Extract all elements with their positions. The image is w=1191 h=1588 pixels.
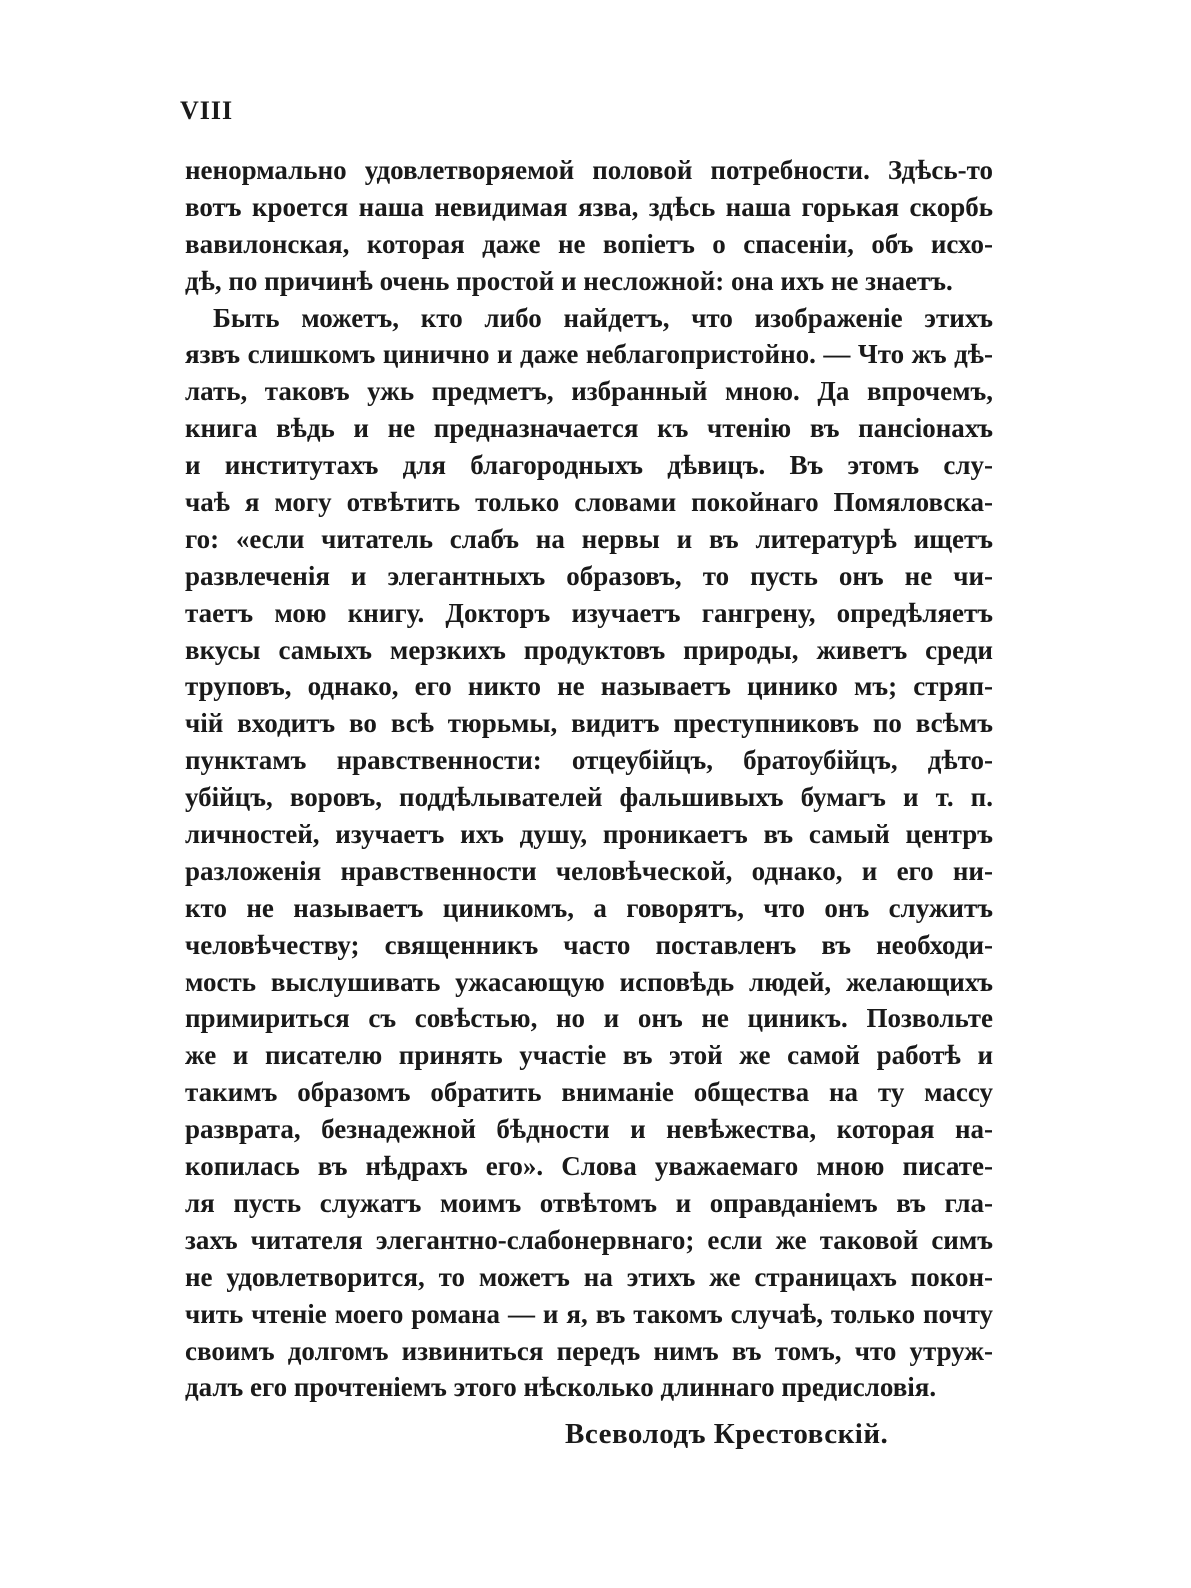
text-line: своимъ долгомъ извиниться передъ нимъ въ томъ, что утруж- xyxy=(185,1335,993,1366)
text-line: лать, таковъ ужь предметъ, избранный мною. Да впрочемъ, xyxy=(185,376,993,407)
text-line: язвъ слишкомъ цинично и даже неблагопристойно. — Что жъ дѣ- xyxy=(185,339,993,370)
text-line: убійцъ, воровъ, поддѣлывателей фальшивыхъ бумагъ и т. п. xyxy=(185,782,993,813)
text-line: кто не называетъ циникомъ, а говорятъ, что онъ служитъ xyxy=(185,892,993,923)
text-line: книга вѣдь и не предназначается къ чтенію въ пансіонахъ xyxy=(185,413,993,444)
text-line: копилась въ нѣдрахъ его». Слова уважаемаго мною писате- xyxy=(185,1151,993,1182)
text-line: Быть можетъ, кто либо найдетъ, что изображеніе этихъ xyxy=(213,302,993,333)
text-line: чій входитъ во всѣ тюрьмы, видитъ преступниковъ по всѣмъ xyxy=(185,708,993,739)
text-line: чить чтеніе моего романа — и я, въ такомъ случаѣ, только почту xyxy=(185,1298,993,1329)
text-line: захъ читателя элегантно-слабонервнаго; если же таковой симъ xyxy=(185,1224,993,1255)
text-line: разложенія нравственности человѣческой, однако, и его ни- xyxy=(185,855,993,886)
text-line: такимъ образомъ обратить вниманіе общества на ту массу xyxy=(185,1077,993,1108)
text-line: далъ его прочтеніемъ этого нѣсколько длиннаго предисловія. xyxy=(185,1372,937,1403)
text-line: не удовлетворится, то можетъ на этихъ же страницахъ покон- xyxy=(185,1261,993,1292)
text-line: дѣ, по причинѣ очень простой и несложной: она ихъ не знаетъ. xyxy=(185,265,953,296)
text-line: же и писателю принять участіе въ этой же самой работѣ и xyxy=(185,1040,993,1071)
text-line: развлеченія и элегантныхъ образовъ, то пусть онъ не чи- xyxy=(185,560,993,591)
text-line: ненормально удовлетворяемой половой потребности. Здѣсь-то xyxy=(185,155,993,185)
author-signature: Всеволодъ Крестовскій. xyxy=(565,1418,889,1450)
text-line: ля пусть служатъ моимъ отвѣтомъ и оправданіемъ въ гла- xyxy=(185,1187,993,1218)
text-line: мость выслушивать ужасающую исповѣдь людей, желающихъ xyxy=(185,966,993,997)
text-line: и институтахъ для благородныхъ дѣвицъ. Въ этомъ слу- xyxy=(185,450,993,481)
text-line: пунктамъ нравственности: отцеубійцъ, братоубійцъ, дѣто- xyxy=(185,745,993,776)
text-line: труповъ, однако, его никто не называетъ цинико мъ; стряп- xyxy=(185,671,993,702)
body-text xyxy=(185,152,993,1406)
page-number: VIII xyxy=(180,96,234,125)
text-line: вавилонская, которая даже не вопіетъ о спасеніи, объ исхо- xyxy=(185,228,993,259)
text-line: человѣчеству; священникъ часто поставленъ въ необходи- xyxy=(185,929,993,960)
text-line: вкусы самыхъ мерзкихъ продуктовъ природы, живетъ среди xyxy=(185,634,993,665)
text-line: примириться съ совѣстью, но и онъ не циникъ. Позвольте xyxy=(185,1003,993,1034)
text-line: вотъ кроется наша невидимая язва, здѣсь наша горькая скорбь xyxy=(185,191,993,222)
text-line: чаѣ я могу отвѣтить только словами покойнаго Помяловска- xyxy=(185,487,993,518)
text-line: личностей, изучаетъ ихъ душу, проникаетъ въ самый центръ xyxy=(185,819,993,850)
text-line: разврата, безнадежной бѣдности и невѣжества, которая на- xyxy=(185,1114,993,1145)
text-line: таетъ мою книгу. Докторъ изучаетъ гангрену, опредѣляетъ xyxy=(185,597,993,628)
text-line: го: «если читатель слабъ на нервы и въ литературѣ ищетъ xyxy=(185,523,993,554)
